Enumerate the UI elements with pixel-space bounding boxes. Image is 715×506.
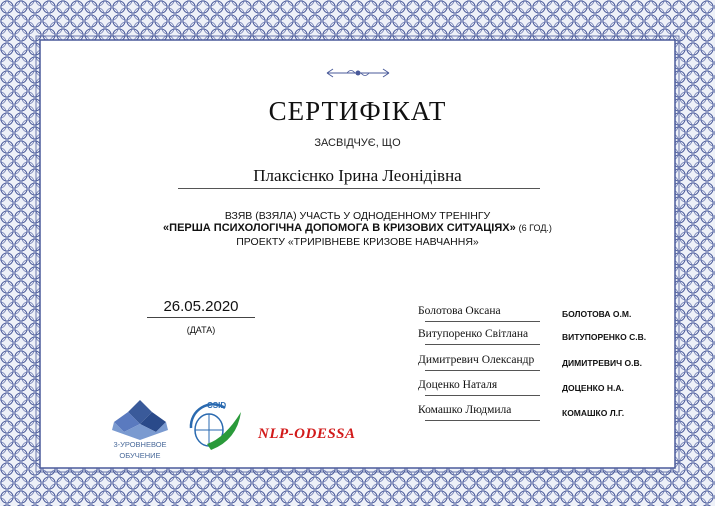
participation-text: ВЗЯВ (ВЗЯЛА) УЧАСТЬ У ОДНОДЕННОМУ ТРЕНІНГУ [224, 210, 491, 222]
signature-row [400, 305, 680, 327]
signature-printed-name: БОЛОТОВА О.М. [562, 309, 632, 319]
signature-printed-name: ДОЦЕНКО Н.А. [562, 383, 624, 393]
signature-printed-name: ВИТУПОРЕНКО С.В. [562, 332, 647, 342]
signature-handwritten: Доценко Наталя [418, 379, 498, 391]
signature-handwritten: Болотова Оксана [418, 305, 501, 317]
csid-logo-text: CSID [207, 401, 227, 410]
certificate-date: 26.05.2020 [163, 298, 239, 315]
ornament-divider-icon [325, 68, 391, 78]
three-level-logo-text: 3-УРОВНЕВОЕ [113, 440, 167, 449]
signature-line [425, 370, 540, 371]
three-level-logo-text: ОБУЧЕНИЕ [119, 451, 161, 460]
date-underline [147, 317, 255, 318]
signature-line [425, 395, 540, 396]
signature-line [425, 420, 540, 421]
signature-handwritten: Димитревич Олександр [418, 354, 535, 366]
nlp-odessa-logo: NLP-ODESSA [258, 426, 356, 442]
signature-printed-name: КОМАШКО Л.Г. [562, 408, 625, 418]
csid-logo-icon [185, 398, 245, 456]
certificate-subtitle: ЗАСВІДЧУЄ, ЩО [314, 137, 401, 149]
certificate-title: СЕРТИФІКАТ [268, 96, 447, 126]
project-name: ПРОЕКТУ «ТРИРІВНЕВЕ КРИЗОВЕ НАВЧАННЯ» [236, 236, 479, 248]
recipient-name: Плаксієнко Ірина Леонідівна [253, 166, 462, 185]
signature-handwritten: Комашко Людмила [418, 404, 512, 416]
signature-row [400, 354, 680, 376]
signature-line [425, 321, 540, 322]
signature-line [425, 344, 540, 345]
training-title-line [0, 222, 715, 234]
recipient-underline [178, 188, 540, 189]
signature-row [400, 404, 680, 426]
signature-printed-name: ДИМИТРЕВИЧ О.В. [562, 358, 642, 368]
date-caption: (ДАТА) [186, 325, 216, 335]
signature-row [400, 328, 680, 350]
training-name: «ПЕРША ПСИХОЛОГІЧНА ДОПОМОГА В КРИЗОВИХ СИТУАЦІЯХ» [163, 222, 516, 234]
training-hours: (6 ГОД.) [518, 223, 552, 233]
signature-row [400, 379, 680, 401]
signature-handwritten: Витупоренко Світлана [418, 328, 529, 340]
